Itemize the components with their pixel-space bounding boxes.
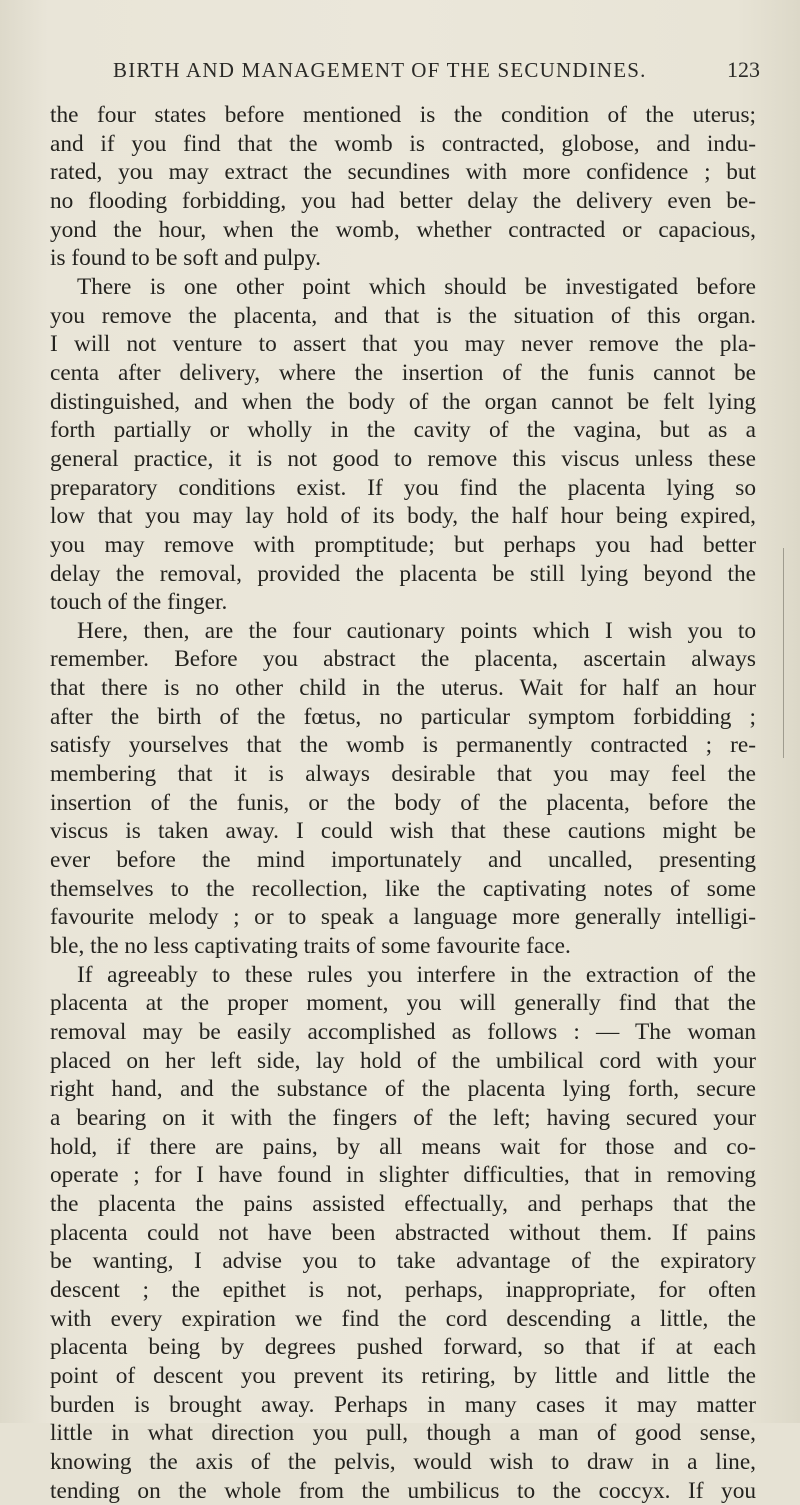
text-line: distinguished, and when the body of the organ cannot be felt lying — [50, 388, 756, 417]
text-line: after the birth of the fœtus, no particular symptom forbidding ; — [50, 703, 756, 732]
text-line: a bearing on it with the fingers of the left; having secured your — [50, 1104, 756, 1133]
text-line: is found to be soft and pulpy. — [50, 244, 756, 273]
running-head-title: BIRTH AND MANAGEMENT OF THE SECUNDINES. — [113, 58, 647, 83]
text-line: you remove the placenta, and that is the situation of this organ. — [50, 302, 756, 331]
text-line: right hand, and the substance of the placenta lying forth, secure — [50, 1075, 756, 1104]
text-line: general practice, it is not good to remove this viscus unless these — [50, 445, 756, 474]
text-line: insertion of the funis, or the body of the placenta, before the — [50, 789, 756, 818]
text-line: low that you may lay hold of its body, the half hour being expired, — [50, 502, 756, 531]
paragraph — [50, 617, 756, 961]
text-line: tending on the whole from the umbilicus to the coccyx. If you — [50, 1477, 756, 1505]
text-line: favourite melody ; or to speak a language more generally intelligi- — [50, 903, 756, 932]
text-line: ever before the mind importunately and uncalled, presenting — [50, 846, 756, 875]
paragraph — [50, 961, 756, 1505]
text-line: ble, the no less captivating traits of some favourite face. — [50, 932, 756, 961]
text-line: no flooding forbidding, you had better delay the delivery even be- — [50, 187, 756, 216]
paragraph — [50, 273, 756, 617]
paragraph — [50, 101, 756, 273]
text-line: hold, if there are pains, by all means wait for those and co- — [50, 1133, 756, 1162]
text-line: the four states before mentioned is the condition of the uterus; — [50, 101, 756, 130]
text-line: descent ; the epithet is not, perhaps, inappropriate, for often — [50, 1276, 756, 1305]
text-line: If agreeably to these rules you interfere in the extraction of the — [50, 961, 756, 990]
text-line: rated, you may extract the secundines with more confidence ; but — [50, 158, 756, 187]
text-line: operate ; for I have found in slighter difficulties, that in removing — [50, 1161, 756, 1190]
running-head — [0, 58, 800, 88]
text-line: Here, then, are the four cautionary points which I wish you to — [50, 617, 756, 646]
text-line: delay the removal, provided the placenta be still lying beyond the — [50, 560, 756, 589]
text-line: satisfy yourselves that the womb is permanently contracted ; re- — [50, 731, 756, 760]
text-line: remember. Before you abstract the placenta, ascertain always — [50, 645, 756, 674]
text-line: placed on her left side, lay hold of the umbilical cord with your — [50, 1047, 756, 1076]
margin-bracket-mark — [783, 548, 789, 758]
text-line: membering that it is always desirable that you may feel the — [50, 760, 756, 789]
text-line: the placenta the pains assisted effectually, and perhaps that the — [50, 1190, 756, 1219]
text-line: little in what direction you pull, though a man of good sense, — [50, 1419, 756, 1448]
text-line: There is one other point which should be investigated before — [50, 273, 756, 302]
text-line: be wanting, I advise you to take advantage of the expiratory — [50, 1247, 756, 1276]
text-line: with every expiration we find the cord descending a little, the — [50, 1305, 756, 1334]
text-line: and if you find that the womb is contracted, globose, and indu- — [50, 130, 756, 159]
text-line: burden is brought away. Perhaps in many cases it may matter — [50, 1391, 756, 1420]
text-line: placenta being by degrees pushed forward, so that if at each — [50, 1333, 756, 1362]
text-line: preparatory conditions exist. If you find the placenta lying so — [50, 474, 756, 503]
text-line: yond the hour, when the womb, whether contracted or capacious, — [50, 216, 756, 245]
text-line: that there is no other child in the uterus. Wait for half an hour — [50, 674, 756, 703]
text-line: point of descent you prevent its retiring, by little and little the — [50, 1362, 756, 1391]
page-number: 123 — [727, 57, 760, 83]
text-line: themselves to the recollection, like the captivating notes of some — [50, 875, 756, 904]
text-line: you may remove with promptitude; but perhaps you had better — [50, 531, 756, 560]
text-line: removal may be easily accomplished as follows : — The woman — [50, 1018, 756, 1047]
text-line: knowing the axis of the pelvis, would wish to draw in a line, — [50, 1448, 756, 1477]
text-line: touch of the finger. — [50, 588, 756, 617]
text-line: centa after delivery, where the insertion of the funis cannot be — [50, 359, 756, 388]
text-line: I will not venture to assert that you may never remove the pla- — [50, 330, 756, 359]
text-line: placenta could not have been abstracted without them. If pains — [50, 1219, 756, 1248]
text-line: viscus is taken away. I could wish that these cautions might be — [50, 817, 756, 846]
text-line: forth partially or wholly in the cavity of the vagina, but as a — [50, 416, 756, 445]
text-line: placenta at the proper moment, you will generally find that the — [50, 989, 756, 1018]
body-text — [50, 101, 756, 1505]
